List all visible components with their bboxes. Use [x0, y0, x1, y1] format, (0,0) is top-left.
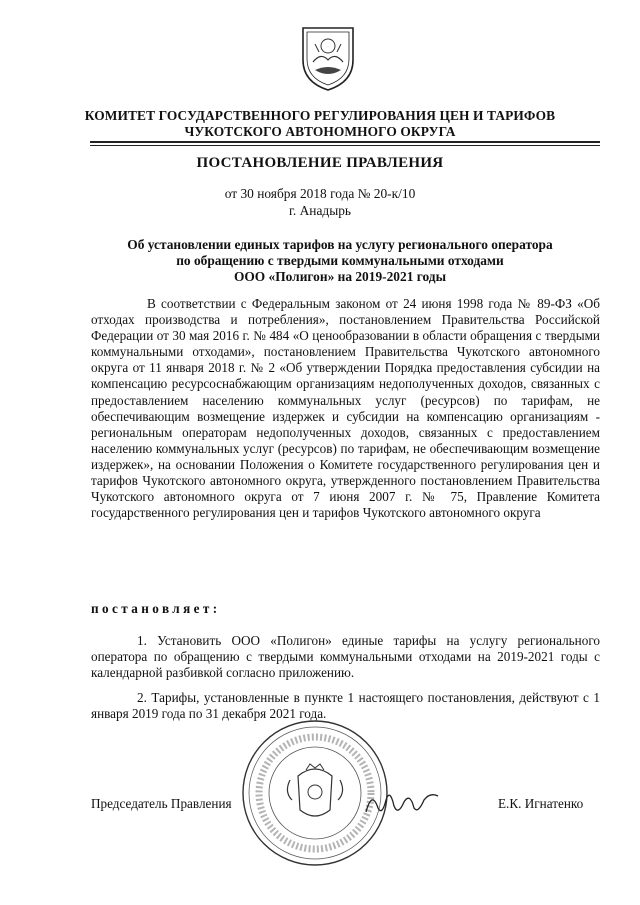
document-type: ПОСТАНОВЛЕНИЕ ПРАВЛЕНИЯ [196, 155, 444, 171]
organization-title-line2: ЧУКОТСКОГО АВТОНОМНОГО ОКРУГА [184, 124, 456, 139]
subject-line1: Об установлении единых тарифов на услугу регионального оператора [127, 237, 553, 252]
coat-of-arms-icon [295, 22, 361, 92]
preamble-paragraph: В соответствии с Федеральным законом от 24 июня 1998 года № 89-ФЗ «Об отходах производства и потребления», постановлением Правительства Российской Федерации от 30 мая 2016 г. № 484 «О ценообразовании в области обращения с твердыми коммунальными отходами», постановлением Правительства Чукотского автономного округа от 11 января 2018 г. № 2 «Об утверждении Порядка предоставления субсидии на компенсацию ресурсоснабжающим организациям недополученных доходов, связанных с предоставлением населению коммунальных услуг (ресурсов) по тарифам, не обеспечивающим возмещение издержек и субсидии на компенсацию организациям - региональным операторам недополученных доходов, связанных с предоставлением населению коммунальных услуг (ресурсов) по тарифам, не обеспечивающим возмещение издержек», на основании Положения о Комитете государственного регулирования цен и тарифов Чукотского автономного округа, утвержденного постановлением Правительства Чукотского автономного округа от 7 июня 2007 г. № 75, Правление Комитета государственного регулирования цен и тарифов Чукотского автономного округа [91, 296, 600, 521]
document-date-number: от 30 ноября 2018 года № 20-к/10 [224, 186, 416, 201]
document-city: г. Анадырь [288, 203, 352, 218]
handwritten-signature-icon [362, 782, 442, 822]
organization-title [40, 108, 600, 140]
document-subject [60, 237, 620, 285]
header-divider-thick [90, 141, 600, 143]
resolves-label: постановляет: [91, 601, 221, 616]
signatory-position: Председатель Правления [91, 796, 232, 811]
signatory-name: Е.К. Игнатенко [498, 796, 584, 811]
organization-title-line1: КОМИТЕТ ГОСУДАРСТВЕННОГО РЕГУЛИРОВАНИЯ ЦЕН И ТАРИФОВ [84, 108, 556, 123]
resolution-item-1: 1. Установить ООО «Полигон» единые тарифы на услугу регионального оператора по обращению с твердыми коммунальными отходами на 2019-2021 годы с календарной разбивкой согласно приложению. [91, 633, 600, 681]
resolution-item-2: 2. Тарифы, установленные в пункте 1 настоящего постановления, действуют с 1 января 2019 года по 31 декабря 2021 года. [91, 690, 600, 722]
subject-line2: по обращению с твердыми коммунальными отходами [176, 253, 504, 268]
subject-line3: ООО «Полигон» на 2019-2021 годы [233, 269, 447, 284]
header-divider-thin [90, 145, 600, 146]
